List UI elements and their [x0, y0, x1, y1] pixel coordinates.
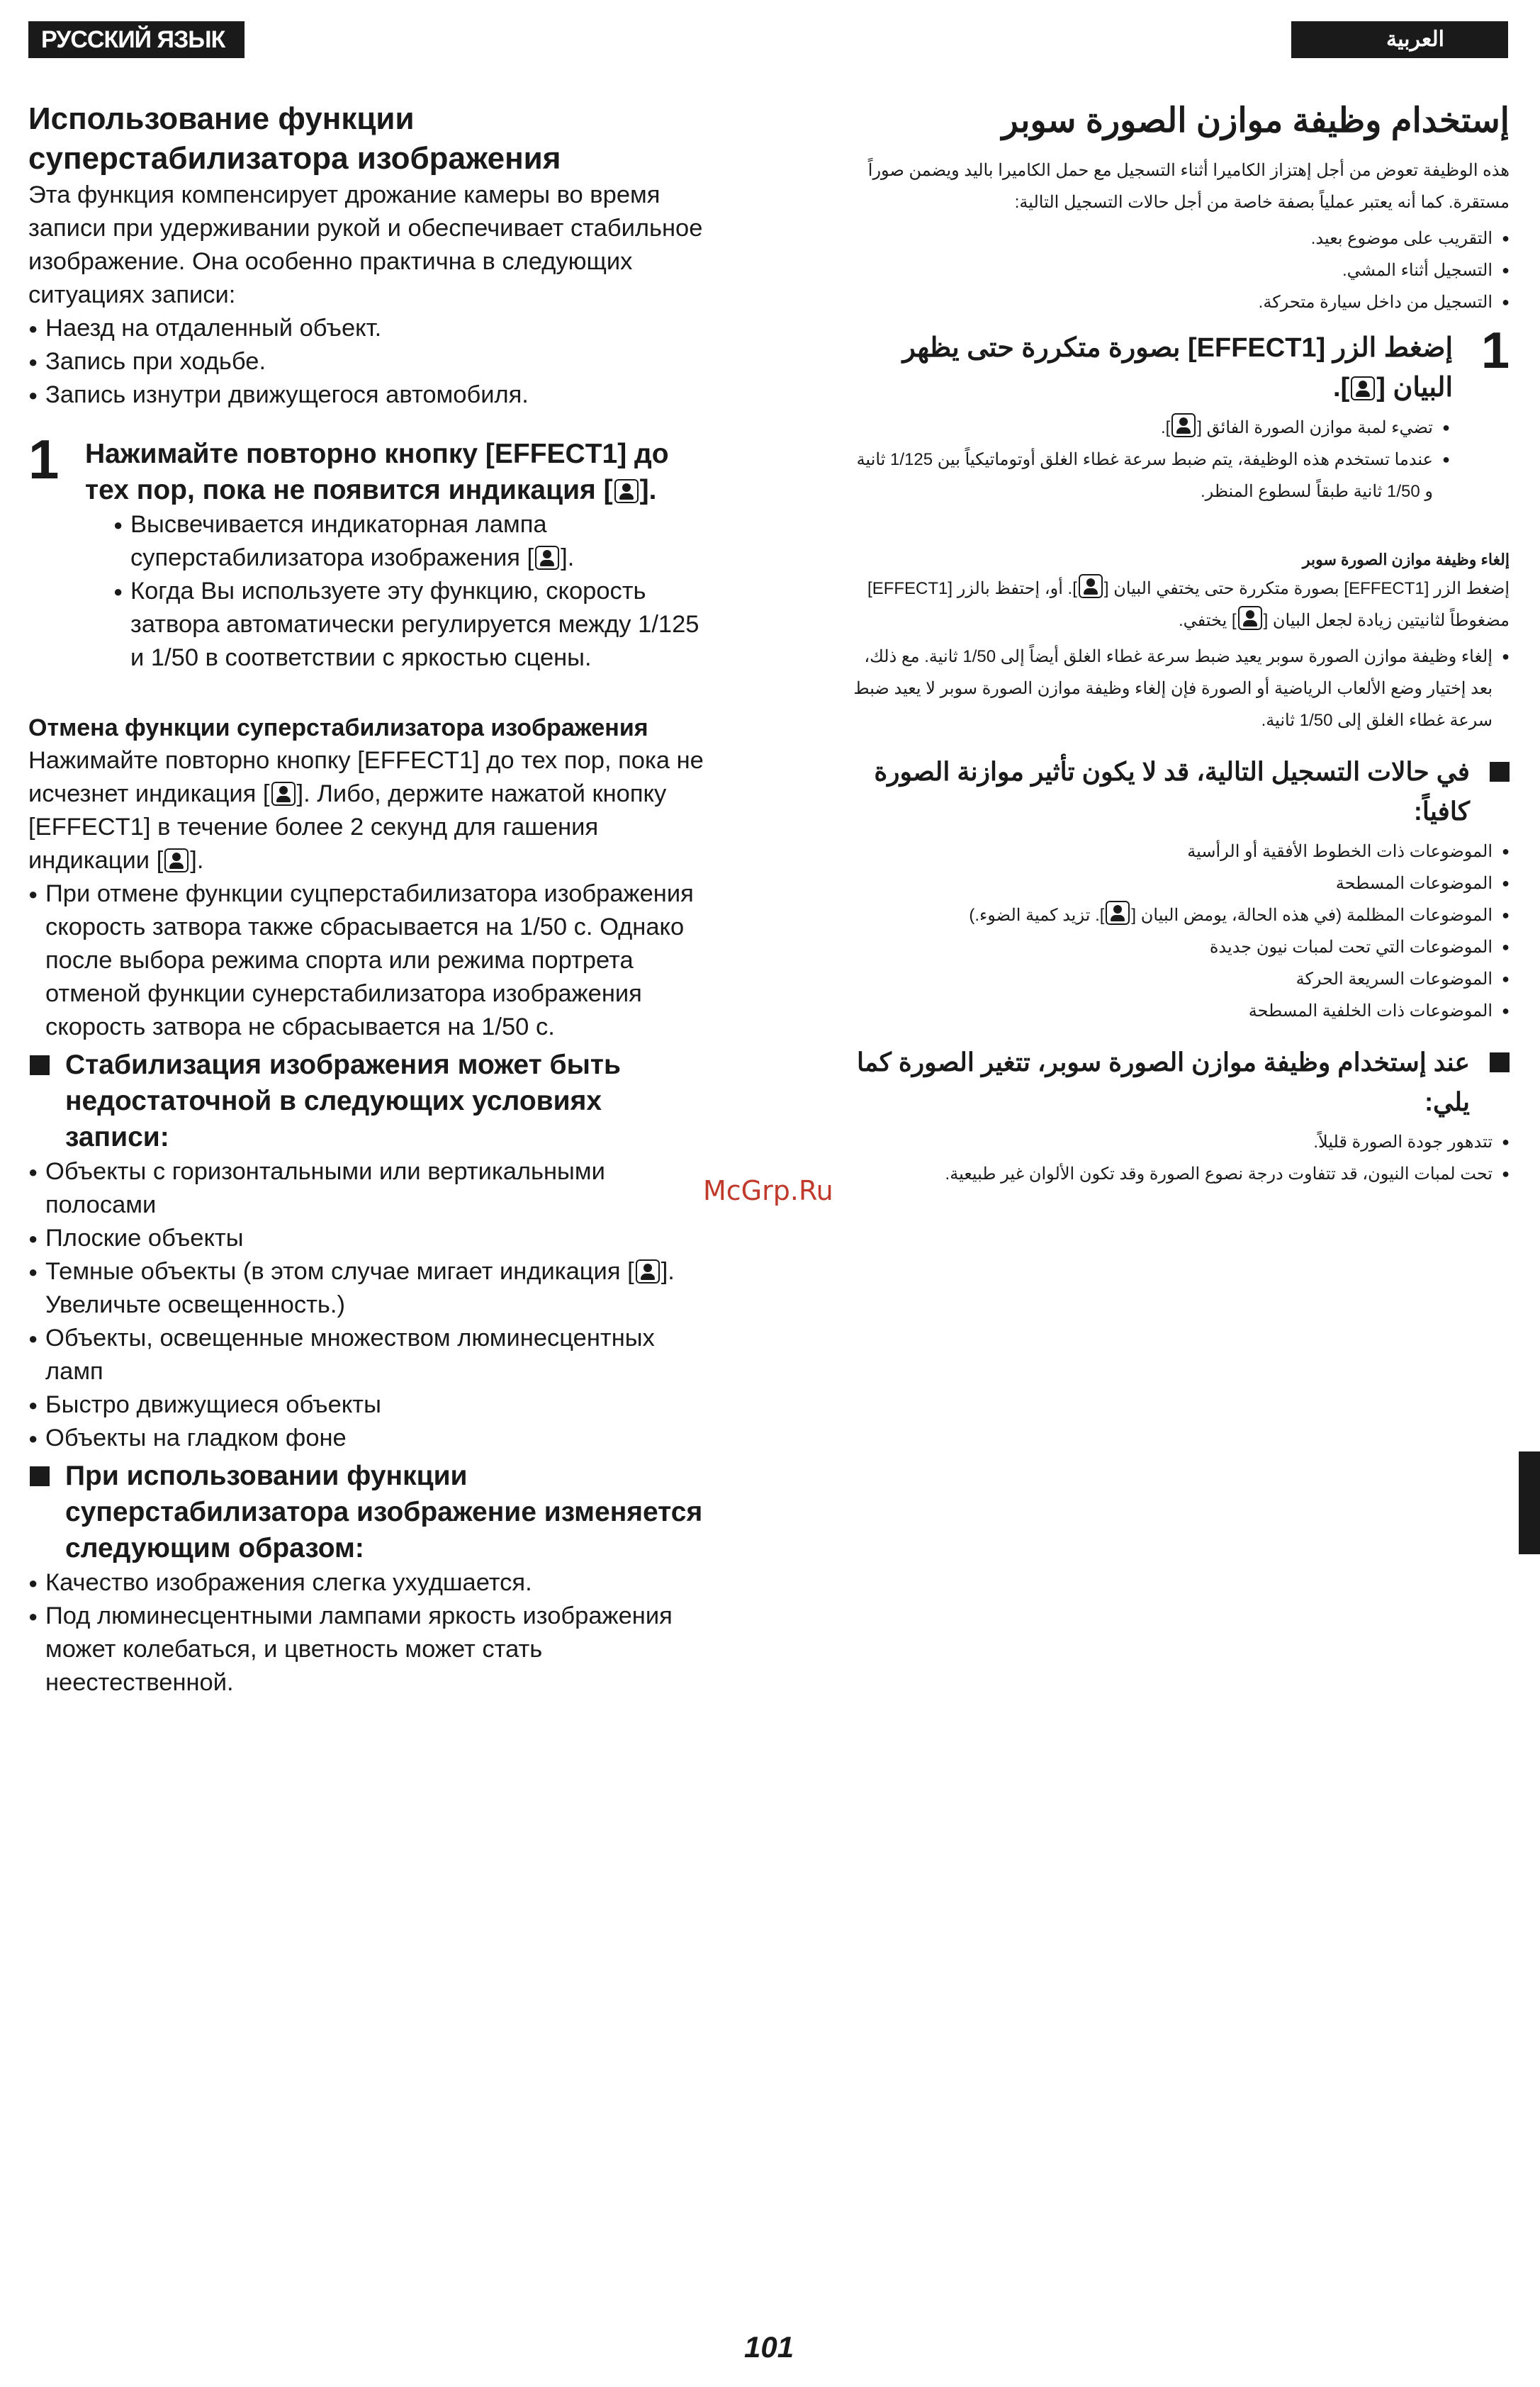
step-number: 1 [1480, 322, 1510, 379]
square-bullet-icon [30, 1466, 50, 1486]
list-item: ● إلغاء وظيفة موازن الصورة سوبر يعيد ضبط سرعة غطاء الغلق أيضاً إلى 1/50 ثانية. مع ذلك، بعد إختيار وضع الألعاب الرياضية أو الصورة فإن إلغاء وظيفة موازن الصورة سوبر لا يعيد ضبط سرعة غطاء الغلق إلى 1/50 ثانية. [850, 641, 1510, 736]
list-item: ● التسجيل من داخل سيارة متحركة. [850, 286, 1510, 318]
list-item: ● تحت لمبات النيون، قد تتفاوت درجة نصوع الصورة وقد تكون الألوان غير طبيعية. [850, 1158, 1510, 1190]
ar-title: إستخدام وظيفة موازن الصورة سوبر [1001, 102, 1510, 140]
list-item: ● Качество изображения слегка ухудшается. [28, 1566, 709, 1600]
edge-thumb-tab [1519, 1451, 1540, 1554]
stabilizer-icon [636, 1259, 660, 1284]
list-item: ● Под люминесцентными лампами яркость изображения может колебаться, и цветность может стать неестественной. [28, 1600, 709, 1700]
ru-section-heading: Стабилизация изображения может быть недостаточной в следующих условиях записи: [28, 1047, 709, 1155]
stabilizer-icon [1238, 606, 1262, 630]
language-tab-arabic: العربية [1291, 21, 1508, 58]
step-number: 1 [28, 428, 60, 490]
list-item: ● التسجيل أثناء المشي. [850, 254, 1510, 286]
ru-section-heading: При использовании функции суперстабилизатора изображение изменяется следующим образом: [28, 1458, 709, 1566]
list-item: ● تضيء لمبة موازن الصورة الفائق []. [850, 412, 1450, 444]
stabilizer-icon [1351, 376, 1375, 400]
list-item: ● تتدهور جودة الصورة قليلاً. [850, 1126, 1510, 1158]
ru-cancel-text: Нажимайте повторно кнопку [EFFECT1] до тех пор, пока не исчезнет индикация [ ]. Либо, держите нажатой кнопку [EFFECT1] в течение более 2 секунд для гашения индикации [ ]. [28, 747, 704, 874]
ru-step-1 [28, 428, 709, 675]
russian-column [28, 99, 709, 1700]
page-number: 101 [744, 2330, 794, 2364]
list-item: ● الموضوعات ذات الخطوط الأفقية أو الرأسية [850, 836, 1510, 867]
arabic-column [850, 99, 1510, 1190]
list-item: ● Высвечивается индикаторная лампа суперстабилизатора изображения [ ]. [113, 508, 709, 575]
stabilizer-icon [1171, 413, 1196, 437]
list-item: ● Когда Вы используете эту функцию, скорость затвора автоматически регулируется между 1/125 и 1/50 в соответствии с яркостью сцены. [113, 575, 709, 675]
square-bullet-icon [30, 1055, 50, 1075]
ru-intro-list [28, 312, 709, 412]
list-item: ● عندما تستخدم هذه الوظيفة، يتم ضبط سرعة غطاء الغلق أوتوماتيكياً بين 1/125 ثانية و 1/50 ثانية طبقاً لسطوع المنظر. [850, 444, 1450, 507]
list-item: ● Темные объекты (в этом случае мигает индикация [ ]. Увеличьте освещенность.) [28, 1255, 709, 1322]
list-item: ● Плоские объекты [28, 1222, 709, 1255]
ar-section-heading: عند إستخدام وظيفة موازن الصورة سوبر، تتغير الصورة كما يلي: [850, 1043, 1510, 1122]
ar-intro: هذه الوظيفة تعوض من أجل إهتزاز الكاميرا أثناء التسجيل مع حمل الكاميرا باليد ويضمن صوراً مستقرة. كما أنه يعتبر عملياً بصفة خاصة من أجل حالات التسجيل التالية: [867, 161, 1510, 212]
list-item: ● Объекты, освещенные множеством люминесцентных ламп [28, 1322, 709, 1388]
list-item: ● Объекты с горизонтальными или вертикальными полосами [28, 1155, 709, 1222]
step-heading: Нажимайте повторно кнопку [EFFECT1] до тех пор, пока не появится индикация [ ]. [85, 439, 669, 505]
ru-cancel-title: Отмена функции суперстабилизатора изображения [28, 714, 648, 741]
list-item: ● Объекты на гладком фоне [28, 1422, 709, 1455]
list-item: ● При отмене функции суцперстабилизатора изображения скорость затвора также сбрасывается на 1/50 с. Однако после выбора режима спорта или режима портрета отменой функции сунерстабилизатора изображения скорость затвора не сбрасывается на 1/50 с. [28, 877, 709, 1044]
stabilizer-icon [164, 848, 189, 872]
stabilizer-icon [535, 546, 559, 570]
list-item: ● Запись изнутри движущегося автомобиля. [28, 378, 709, 412]
stabilizer-icon [271, 782, 296, 806]
stabilizer-icon [1106, 901, 1130, 925]
step-heading: إضغط الزر [EFFECT1] بصورة متكررة حتى يظهر البيان []. [902, 333, 1453, 403]
list-item: ● الموضوعات المسطحة [850, 867, 1510, 899]
stabilizer-icon [614, 479, 639, 503]
ru-intro: Эта функция компенсирует дрожание камеры во время записи при удерживании рукой и обеспечивает стабильное изображение. Она особенно практична в следующих ситуациях записи: [28, 181, 703, 308]
list-item: ● الموضوعات ذات الخلفية المسطحة [850, 995, 1510, 1027]
list-item: ● Наезд на отдаленный объект. [28, 312, 709, 345]
list-item: ● الموضوعات المظلمة (في هذه الحالة، يومض البيان []. تزيد كمية الضوء.) [850, 899, 1510, 931]
list-item: ● Быстро движущиеся объекты [28, 1388, 709, 1422]
ar-cancel-text: إضغط الزر [EFFECT1] بصورة متكررة حتى يختفي البيان []. أو، إحتفظ بالزر [EFFECT1] مضغوطاً لثانيتين زيادة لجعل البيان [] يختفي. [850, 573, 1510, 636]
list-item: ● Запись при ходьбе. [28, 345, 709, 378]
list-item: ● الموضوعات السريعة الحركة [850, 963, 1510, 995]
ar-cancel-title: إلغاء وظيفة موازن الصورة سوبر [1302, 551, 1510, 568]
watermark: McGrp.Ru [703, 1175, 833, 1206]
list-item: ● التقريب على موضوع بعيد. [850, 223, 1510, 254]
ar-step-1 [850, 322, 1510, 507]
square-bullet-icon [1490, 1052, 1510, 1072]
square-bullet-icon [1490, 762, 1510, 782]
stabilizer-icon [1079, 574, 1103, 598]
list-item: ● الموضوعات التي تحت لمبات نيون جديدة [850, 931, 1510, 963]
language-tab-russian: РУССКИЙ ЯЗЫК [28, 21, 245, 58]
ar-section-heading: في حالات التسجيل التالية، قد لا يكون تأثير موازنة الصورة كافياً: [850, 752, 1510, 831]
ru-title: Использование функции суперстабилизатора изображения [28, 101, 561, 176]
